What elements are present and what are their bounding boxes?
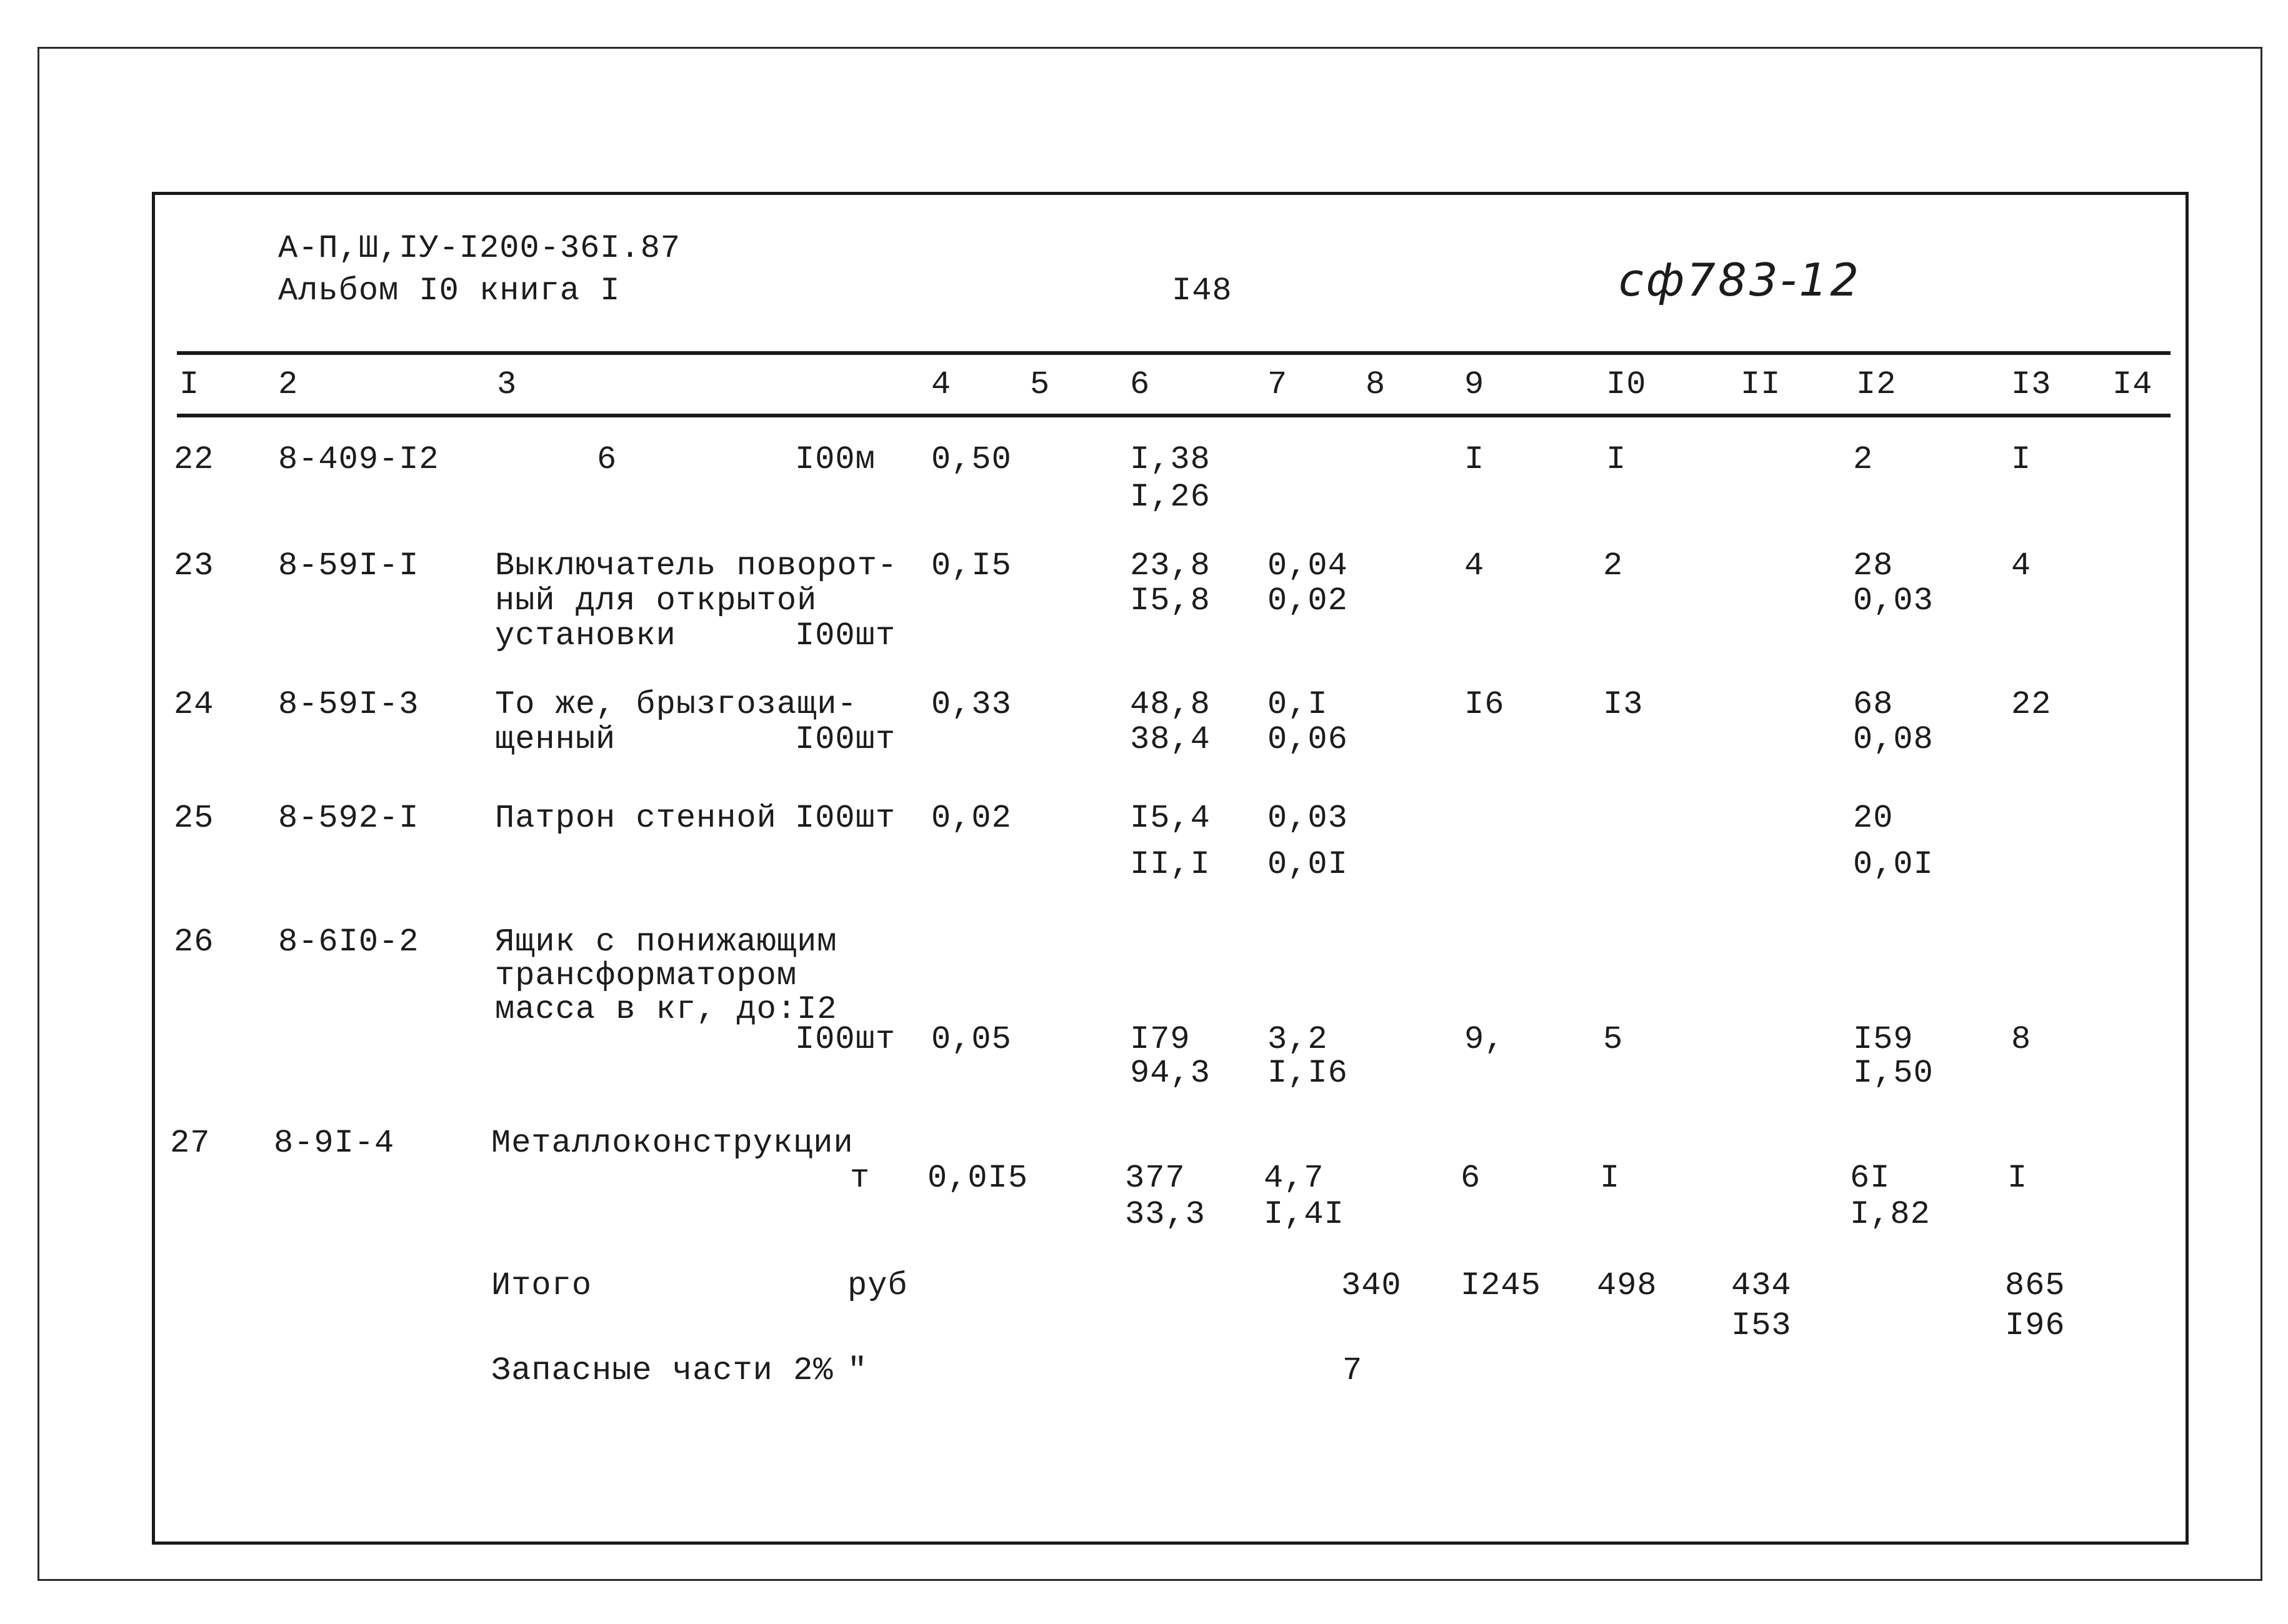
handwritten-code: сф783-12	[1619, 254, 1862, 306]
row-description-line1: Металлоконструкции	[491, 1125, 854, 1162]
col-header-6: 6	[1130, 366, 1151, 403]
row-code: 8-59I-3	[278, 686, 419, 723]
row-description-line2: щенный	[495, 721, 616, 758]
row-description: 6	[597, 441, 617, 478]
row-col6-line2: I,26	[1130, 479, 1211, 516]
row-description-line1: То же, брызгозащи-	[495, 686, 857, 723]
row-description-line1: Выключатель поворот-	[495, 547, 898, 584]
totals-unit: руб	[847, 1267, 908, 1304]
row-col12-line1: 68	[1853, 686, 1894, 723]
row-number: 27	[170, 1125, 211, 1162]
row-col7-line1: 0,I	[1267, 686, 1328, 723]
col-header-9: 9	[1464, 366, 1485, 403]
row-col9: 4	[1464, 547, 1485, 584]
document-designation: А-П,Ш,IУ-I200-36I.87	[278, 230, 681, 267]
row-col12-line1: 6I	[1850, 1160, 1891, 1197]
row-col6-line1: 48,8	[1130, 686, 1211, 723]
row-description-line3: масса в кг, до:I2	[495, 991, 837, 1028]
row-col7-line2: 0,0I	[1267, 846, 1348, 883]
row-col6-line2: 33,3	[1125, 1196, 1206, 1233]
row-col13: I	[2011, 441, 2032, 478]
row-col12-line1: I59	[1853, 1021, 1914, 1058]
header-rule-bottom	[177, 414, 2171, 417]
row-unit: I00шт	[795, 721, 896, 758]
col-header-7: 7	[1267, 366, 1288, 403]
row-code: 8-59I-I	[278, 547, 419, 584]
row-code: 8-6I0-2	[278, 924, 419, 960]
album-label: Альбом I0 книга I	[278, 272, 621, 309]
row-col4: 0,I5	[931, 547, 1012, 584]
row-col13: 4	[2011, 547, 2032, 584]
totals-col11-line1: 434	[1731, 1267, 1792, 1304]
row-description-line3: установки	[495, 617, 676, 654]
row-col4: 0,02	[931, 800, 1012, 837]
row-col10: I3	[1603, 686, 1644, 723]
row-col7-line2: I,4I	[1264, 1196, 1344, 1233]
row-col10: 2	[1603, 547, 1624, 584]
row-col7-line1: 0,04	[1267, 547, 1348, 584]
col-header-14: I4	[2112, 366, 2153, 403]
totals-col13-line1: 865	[2005, 1267, 2066, 1304]
row-col7-line2: 0,02	[1267, 582, 1348, 619]
row-description-line2: трансформатором	[495, 957, 797, 994]
totals-col10: 498	[1597, 1267, 1657, 1304]
col-header-3: 3	[497, 366, 517, 403]
row-col12-line2: 0,03	[1853, 582, 1934, 619]
row-col10: 5	[1603, 1021, 1624, 1058]
row-col12-line2: 0,0I	[1853, 846, 1934, 883]
row-col7-line2: I,I6	[1267, 1055, 1348, 1092]
row-col13: 8	[2011, 1021, 2032, 1058]
row-col12-line1: 20	[1853, 800, 1894, 837]
totals-col8: 340	[1341, 1267, 1402, 1304]
spare-parts-label: Запасные части 2%	[491, 1352, 834, 1389]
col-header-2: 2	[278, 366, 299, 403]
row-unit: I00шт	[795, 617, 896, 654]
row-col6-line2: I5,8	[1130, 582, 1211, 619]
page-number: I48	[1172, 272, 1232, 309]
col-header-10: I0	[1606, 366, 1647, 403]
col-header-4: 4	[931, 366, 952, 403]
row-description-line1: Ящик с понижающим	[495, 924, 837, 960]
row-col4: 0,50	[931, 441, 1012, 478]
row-col4: 0,33	[931, 686, 1012, 723]
row-description-line2: ный для открытой	[495, 582, 817, 619]
row-col9: I	[1464, 441, 1485, 478]
totals-col9: I245	[1461, 1267, 1541, 1304]
row-col6-line2: 94,3	[1130, 1055, 1211, 1092]
row-col6-line1: 377	[1125, 1160, 1186, 1197]
col-header-1: I	[179, 366, 200, 403]
row-code: 8-9I-4	[274, 1125, 395, 1162]
row-unit: I00шт	[795, 800, 896, 837]
totals-col13-line2: I96	[2005, 1307, 2066, 1344]
row-col4: 0,0I5	[927, 1160, 1029, 1197]
col-header-8: 8	[1366, 366, 1386, 403]
row-col7-line1: 4,7	[1264, 1160, 1324, 1197]
row-col9: I6	[1464, 686, 1505, 723]
row-col12-line2: I,82	[1850, 1196, 1931, 1233]
row-col10: I	[1606, 441, 1627, 478]
col-header-12: I2	[1856, 366, 1897, 403]
row-col13: 22	[2011, 686, 2052, 723]
row-col9: 6	[1461, 1160, 1481, 1197]
row-number: 26	[174, 924, 214, 960]
col-header-13: I3	[2011, 366, 2052, 403]
totals-col11-line2: I53	[1731, 1307, 1792, 1344]
row-col6-line1: 23,8	[1130, 547, 1211, 584]
row-number: 24	[174, 686, 214, 723]
row-description-line1: Патрон стенной	[495, 800, 777, 837]
totals-label: Итого	[491, 1267, 592, 1304]
row-col9: 9,	[1464, 1021, 1505, 1058]
row-col6-line2: 38,4	[1130, 721, 1211, 758]
row-col13: I	[2007, 1160, 2028, 1197]
row-unit: т	[850, 1160, 871, 1197]
row-code: 8-409-I2	[278, 441, 439, 478]
col-header-11: II	[1741, 366, 1781, 403]
row-unit: I00м	[795, 441, 876, 478]
row-col12-line2: I,50	[1853, 1055, 1934, 1092]
row-col7-line2: 0,06	[1267, 721, 1348, 758]
row-col4: 0,05	[931, 1021, 1012, 1058]
row-col6-line2: II,I	[1130, 846, 1211, 883]
row-col6-line1: I5,4	[1130, 800, 1211, 837]
row-col7-line1: 3,2	[1267, 1021, 1328, 1058]
row-col10: I	[1600, 1160, 1621, 1197]
row-number: 23	[174, 547, 214, 584]
row-col6-line1: I79	[1130, 1021, 1191, 1058]
row-col7-line1: 0,03	[1267, 800, 1348, 837]
row-col12-line1: 28	[1853, 547, 1894, 584]
spare-parts-col8: 7	[1342, 1352, 1363, 1389]
col-header-5: 5	[1030, 366, 1051, 403]
row-unit: I00шт	[795, 1021, 896, 1058]
row-col12-line1: 2	[1853, 441, 1874, 478]
row-number: 22	[174, 441, 214, 478]
header-rule-top	[177, 351, 2171, 355]
spare-parts-unit: "	[847, 1352, 868, 1389]
row-number: 25	[174, 800, 214, 837]
row-col6-line1: I,38	[1130, 441, 1211, 478]
row-code: 8-592-I	[278, 800, 419, 837]
row-col12-line2: 0,08	[1853, 721, 1934, 758]
